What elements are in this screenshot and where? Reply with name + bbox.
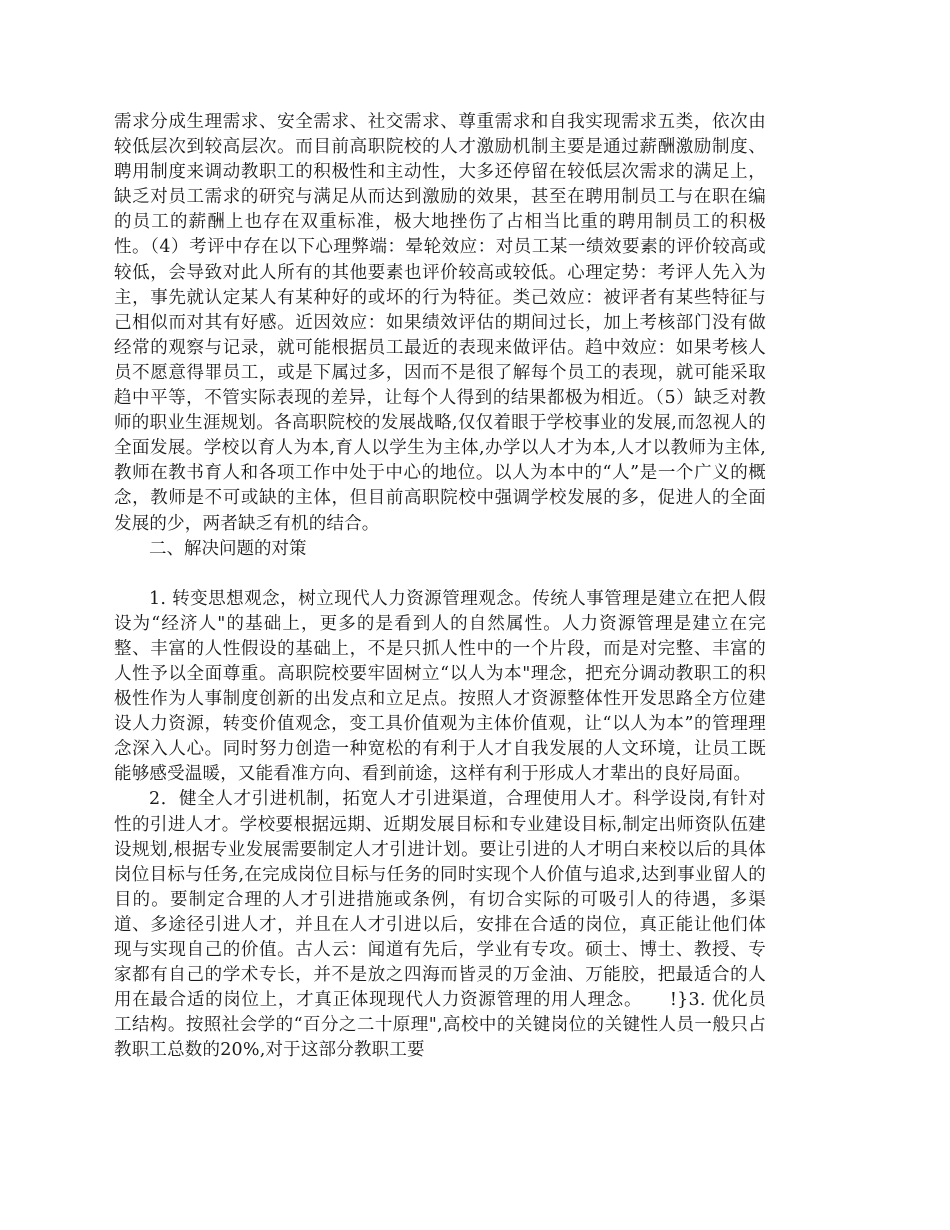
body-paragraph-3: 2．健全人才引进机制，拓宽人才引进渠道，合理使用人才。科学设岗,有针对性的引进人才。学校要根据远期、近期发展目标和专业建设目标,制定出师资队伍建设规划,根据专业发展需要制定人才引进计划。要让引进的人才明白来校以后的具体岗位目标与任务,在完成岗位目标与任务的同时实现个人价值与追求,达到事业留人的目的。要制定合理的人才引进措施或条例，有切合实际的可吸引人的待遇，多渠道、多途径引进人才，并且在人才引进以后，安排在合适的岗位，真正能让他们体现与实现自己的价值。古人云：闻道有先后，学业有专攻。硕士、博士、教授、专家都有自己的学术专长，并不是放之四海而皆灵的万金油、万能胶，把最适合的人用在最合适的岗位上，才真正体现现代人力资源管理的用人理念。 !}3. 优化员工结构。按照社会学的“百分之二十原理",高校中的关键岗位的关键性人员一般只占教职工总数的20%,对于这部分教职工要 [114,789,766,1061]
body-paragraph-2: 1. 转变思想观念，树立现代人力资源管理观念。传统人事管理是建立在把人假设为“经济人"的基础上，更多的是看到人的自然属性。人力资源管理是建立在完整、丰富的人性假设的基础上，不是只抓人性中的一个片段，而是对完整、丰富的人性予以全面尊重。高职院校要牢固树立“以人为本"理念，把充分调动教职工的积极性作为人事制度创新的出发点和立足点。按照人才资源整体性开发思路全方位建设人力资源，转变价值观念，变工具价值观为主体价值观，让“以人为本”的管理理念深入人心。同时努力创造一种宽松的有利于人才自我发展的人文环境，让员工既能够感受温暖，又能看准方向、看到前途，这样有利于形成人才辈出的良好局面。 [114,588,766,785]
spacer [114,562,766,587]
section-heading: 二、解决问题的对策 [149,538,307,559]
body-paragraph-1: 需求分成生理需求、安全需求、社交需求、尊重需求和自我实现需求五类，依次由较低层次到较高层次。而目前高职院校的人才激励机制主要是通过薪酬激励制度、聘用制度来调动教职工的积极性和主动性，大多还停留在较低层次需求的满足上，缺乏对员工需求的研究与满足从而达到激励的效果，甚至在聘用制员工与在职在编的员工的薪酬上也存在双重标准，极大地挫伤了占相当比重的聘用制员工的积极性。（4）考评中存在以下心理弊端：晕轮效应：对员工某一绩效要素的评价较高或较低，会导致对此人所有的其他要素也评价较高或较低。心理定势：考评人先入为主，事先就认定某人有某种好的或坏的行为特征。类己效应：被评者有某些特征与己相似而对其有好感。近因效应：如果绩效评估的期间过长，加上考核部门没有做经常的观察与记录，就可能根据员工最近的表现来做评估。趋中效应：如果考核人员不愿意得罪员工，或是下属过多，因而不是很了解每个员工的表现，就可能采取趋中平等，不管实际表现的差异，让每个人得到的结果都极为相近。（5）缺乏对教师的职业生涯规划。各高职院校的发展战略,仅仅着眼于学校事业的发展,而忽视人的全面发展。学校以育人为本,育人以学生为主体,办学以人才为本,人才以教师为主体,教师在教书育人和各项工作中处于中心的地位。以人为本中的“人”是一个广义的概念，教师是不可或缺的主体，但目前高职院校中强调学校发展的多，促进人的全面发展的少，两者缺乏有机的结合。 [114,112,766,534]
document-body [114,110,766,1063]
